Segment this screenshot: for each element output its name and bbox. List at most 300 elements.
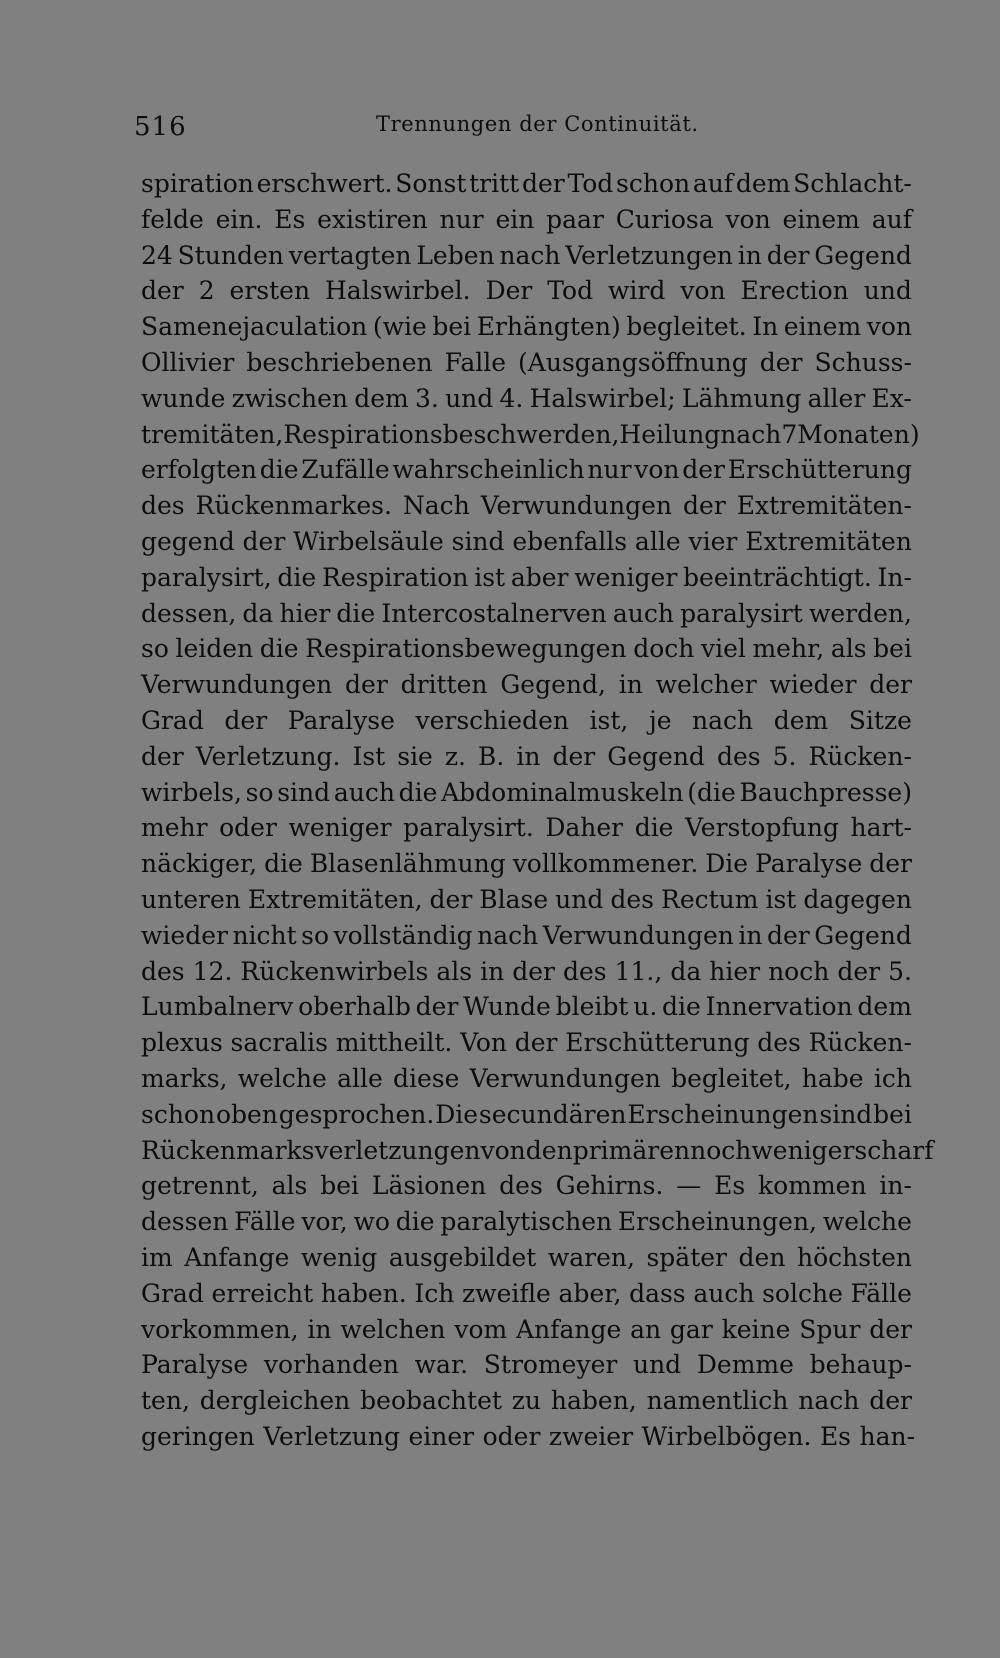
word: vor, bbox=[301, 1207, 348, 1237]
word: von bbox=[866, 312, 912, 342]
word: später bbox=[646, 1242, 727, 1272]
word: kommen bbox=[758, 1171, 867, 1201]
word: in bbox=[516, 741, 541, 771]
word: Monaten) bbox=[797, 419, 920, 449]
text-line bbox=[141, 1347, 912, 1383]
text-line bbox=[141, 560, 912, 596]
word: Läsionen bbox=[371, 1171, 487, 1201]
text-line bbox=[141, 417, 920, 453]
word: der bbox=[766, 920, 810, 950]
word: der bbox=[837, 956, 881, 986]
word: so bbox=[301, 920, 330, 950]
word: Rectum bbox=[661, 884, 759, 914]
word: Ex- bbox=[871, 383, 912, 413]
body-text bbox=[141, 166, 934, 1455]
word: der bbox=[869, 1314, 912, 1344]
word: zweier bbox=[548, 1421, 634, 1451]
word: getrennt, bbox=[141, 1171, 259, 1201]
word: vorkommen, bbox=[141, 1314, 299, 1344]
text-line bbox=[141, 667, 912, 703]
word: die bbox=[398, 777, 438, 807]
word: existiren bbox=[317, 204, 428, 234]
text-line bbox=[141, 954, 912, 990]
word: oberhalb bbox=[298, 992, 411, 1022]
text-line bbox=[141, 1133, 934, 1169]
word: 5. bbox=[888, 956, 912, 986]
text-line bbox=[141, 1061, 912, 1097]
word: je bbox=[648, 705, 672, 735]
word: geringen bbox=[141, 1421, 255, 1451]
word: tritt bbox=[469, 169, 520, 198]
word: tremitäten, bbox=[141, 419, 284, 449]
text-line bbox=[141, 524, 912, 560]
word: begleitet. bbox=[626, 312, 747, 342]
word: Tod bbox=[547, 276, 594, 306]
word: Respiration bbox=[321, 562, 469, 592]
word: den bbox=[525, 1135, 573, 1165]
word: dessen, bbox=[141, 598, 237, 628]
word: wieder bbox=[141, 920, 228, 950]
word: werden, bbox=[808, 598, 912, 628]
word: Blasenlähmung bbox=[309, 849, 506, 879]
word: beobachtet bbox=[360, 1386, 502, 1416]
word: Paralyse bbox=[755, 849, 863, 879]
word: Innervation bbox=[705, 992, 853, 1022]
word: keine bbox=[721, 1314, 791, 1344]
word: Rückenwirbels bbox=[240, 956, 429, 986]
word: als bbox=[830, 634, 867, 664]
word: des bbox=[562, 956, 607, 986]
word: Intercostalnerven bbox=[381, 598, 607, 628]
word: Von bbox=[460, 1028, 508, 1058]
word: in bbox=[307, 1314, 332, 1344]
word: Wirbelbögen. bbox=[641, 1421, 812, 1451]
word: auf bbox=[692, 169, 734, 198]
word: dritten bbox=[400, 670, 488, 700]
word: verschieden bbox=[415, 705, 569, 735]
word: Ist bbox=[352, 741, 386, 771]
word: Es bbox=[274, 204, 306, 234]
word: z. bbox=[444, 741, 466, 771]
word: der bbox=[683, 491, 726, 521]
text-line bbox=[141, 452, 912, 488]
word: Rücken- bbox=[808, 1028, 912, 1058]
page-number: 516 bbox=[134, 112, 187, 142]
word: der bbox=[429, 884, 473, 914]
word: in bbox=[480, 956, 505, 986]
word: da bbox=[242, 598, 274, 628]
text-line bbox=[141, 381, 912, 417]
word: im bbox=[141, 1242, 173, 1272]
word: Erection bbox=[740, 276, 849, 306]
word: ist bbox=[474, 562, 506, 592]
word: In bbox=[752, 312, 779, 342]
word: war. bbox=[414, 1350, 469, 1380]
text-line bbox=[141, 1312, 912, 1348]
word: ich bbox=[873, 1063, 912, 1093]
word: dem bbox=[857, 992, 912, 1022]
word: sie bbox=[397, 741, 433, 771]
text-line bbox=[141, 1383, 912, 1419]
word: Respirationsbewegungen bbox=[305, 634, 627, 664]
word: doch bbox=[633, 634, 695, 664]
word: Verwundungen bbox=[542, 920, 734, 950]
word: ausgebildet bbox=[388, 1242, 537, 1272]
word: Paralyse bbox=[287, 705, 395, 735]
word: waren, bbox=[547, 1242, 635, 1272]
word: ein. bbox=[215, 204, 263, 234]
word: der bbox=[552, 741, 596, 771]
running-title: Trennungen der Continuität. bbox=[376, 112, 699, 136]
word: paralysirt, bbox=[141, 562, 272, 592]
word: viel bbox=[700, 634, 746, 664]
word: Wunde bbox=[463, 992, 551, 1022]
word: weniger bbox=[751, 1135, 855, 1165]
word: nach bbox=[477, 920, 539, 950]
word: 12. bbox=[192, 956, 233, 986]
word: Erscheinungen, bbox=[617, 1207, 817, 1237]
word: — bbox=[676, 1171, 702, 1201]
word: Anfange bbox=[516, 1314, 622, 1344]
word: vom bbox=[454, 1314, 508, 1344]
word: vollständig bbox=[333, 920, 473, 950]
word: (die bbox=[687, 777, 736, 807]
word: 11., bbox=[614, 956, 663, 986]
word: aber, bbox=[558, 1278, 622, 1308]
word: sind bbox=[819, 1099, 873, 1129]
text-line bbox=[141, 273, 912, 309]
word: Gehirns. bbox=[555, 1171, 664, 1201]
word: scharf bbox=[854, 1135, 934, 1165]
word: namentlich bbox=[646, 1386, 789, 1416]
word: und bbox=[632, 1350, 682, 1380]
word: 24 bbox=[141, 240, 173, 270]
word: Zufälle bbox=[301, 455, 390, 485]
word: Gegend bbox=[814, 920, 912, 950]
word: der bbox=[759, 347, 803, 377]
word: vorhanden bbox=[263, 1350, 399, 1380]
word: die bbox=[662, 992, 701, 1022]
word: aber bbox=[510, 562, 569, 592]
word: Demme bbox=[696, 1350, 794, 1380]
word: oder bbox=[482, 1421, 541, 1451]
word: Leben bbox=[416, 240, 495, 270]
text-line bbox=[141, 989, 912, 1025]
text-line bbox=[141, 703, 912, 739]
word: Grad bbox=[141, 705, 204, 735]
word: ist bbox=[765, 884, 797, 914]
word: leiden bbox=[175, 634, 254, 664]
word: Bauchpresse) bbox=[739, 777, 912, 807]
word: Erscheinungen bbox=[627, 1099, 819, 1129]
word: wahrscheinlich bbox=[392, 455, 585, 485]
text-line bbox=[141, 846, 912, 882]
text-line bbox=[141, 238, 912, 274]
word: auf bbox=[871, 204, 912, 234]
word: der bbox=[415, 992, 459, 1022]
word: beeinträchtigt. bbox=[683, 562, 872, 592]
word: auch bbox=[333, 777, 395, 807]
word: die bbox=[277, 562, 317, 592]
word: von bbox=[634, 455, 680, 485]
word: mittheilt. bbox=[335, 1028, 453, 1058]
word: Stunden bbox=[177, 240, 284, 270]
word: Sitze bbox=[848, 705, 912, 735]
word: Ich bbox=[414, 1278, 455, 1308]
word: Verletzung. bbox=[195, 741, 341, 771]
word: (wie bbox=[372, 312, 427, 342]
word: ist, bbox=[589, 705, 629, 735]
word: (Ausgangsöffnung bbox=[518, 347, 748, 377]
word: nicht bbox=[232, 920, 297, 950]
word: Verwundungen bbox=[480, 491, 673, 521]
word: 5. bbox=[772, 741, 797, 771]
word: wo bbox=[353, 1207, 390, 1237]
word: Nach bbox=[402, 491, 470, 521]
word: solche bbox=[762, 1278, 843, 1308]
text-line bbox=[141, 775, 912, 811]
text-line bbox=[141, 1168, 912, 1204]
word: vollkommener. bbox=[512, 849, 699, 879]
word: Wirbelsäule bbox=[293, 526, 444, 556]
word: Curiosa bbox=[615, 204, 714, 234]
word: und bbox=[555, 884, 604, 914]
word: der bbox=[869, 1386, 912, 1416]
word: Schuss- bbox=[814, 347, 912, 377]
word: unteren bbox=[141, 884, 241, 914]
word: sacralis bbox=[230, 1028, 328, 1058]
text-line bbox=[141, 739, 912, 775]
word: Verletzungen bbox=[565, 240, 733, 270]
word: des bbox=[499, 1171, 543, 1201]
word: vertagten bbox=[288, 240, 412, 270]
word: von bbox=[680, 276, 726, 306]
word: erfolgten bbox=[141, 455, 257, 485]
text-line bbox=[141, 1204, 912, 1240]
word: des bbox=[716, 741, 761, 771]
word: Gegend bbox=[607, 741, 705, 771]
word: bei bbox=[873, 1099, 912, 1129]
word: der bbox=[512, 956, 555, 986]
word: nach bbox=[720, 419, 782, 449]
text-line bbox=[141, 882, 912, 918]
word: spiration bbox=[141, 169, 254, 198]
text-line bbox=[141, 1025, 912, 1061]
word: der bbox=[345, 670, 388, 700]
word: felde bbox=[141, 204, 204, 234]
text-line bbox=[141, 345, 912, 381]
word: zwischen bbox=[231, 383, 349, 413]
word: Fälle bbox=[234, 1207, 296, 1237]
word: gar bbox=[669, 1314, 713, 1344]
word: Verletzung bbox=[263, 1421, 400, 1451]
word: näckiger, bbox=[141, 849, 258, 879]
word: gegend bbox=[141, 526, 235, 556]
word: paralysirt bbox=[680, 598, 803, 628]
word: erschwert. bbox=[256, 169, 393, 198]
word: Gegend, bbox=[500, 670, 606, 700]
word: welche bbox=[822, 1207, 912, 1237]
word: zu bbox=[511, 1386, 542, 1416]
word: wird bbox=[608, 276, 666, 306]
word: die bbox=[634, 813, 674, 843]
word: die bbox=[395, 1207, 435, 1237]
word: Die bbox=[435, 1099, 479, 1129]
word: einem bbox=[782, 204, 860, 234]
text-line bbox=[141, 166, 912, 202]
text-line bbox=[141, 918, 912, 954]
word: die bbox=[336, 598, 376, 628]
word: den bbox=[738, 1242, 786, 1272]
word: Abdominalmuskeln bbox=[441, 777, 684, 807]
word: Gegend bbox=[814, 240, 912, 270]
word: Schlacht- bbox=[793, 169, 912, 198]
word: oben bbox=[215, 1099, 278, 1129]
word: der bbox=[141, 276, 184, 306]
word: 3. bbox=[414, 383, 439, 413]
word: aller bbox=[807, 383, 866, 413]
word: Stromeyer bbox=[483, 1350, 618, 1380]
word: der bbox=[224, 705, 268, 735]
word: 7 bbox=[781, 419, 798, 449]
word: Die bbox=[705, 849, 749, 879]
word: und bbox=[863, 276, 912, 306]
word: Halswirbel; bbox=[529, 383, 676, 413]
word: Erschütterung bbox=[565, 1028, 750, 1058]
word: ein bbox=[495, 204, 535, 234]
word: der bbox=[141, 741, 184, 771]
word: welcher bbox=[655, 670, 757, 700]
word: plexus bbox=[141, 1028, 223, 1058]
word: Es bbox=[819, 1421, 852, 1451]
word: von bbox=[725, 204, 771, 234]
word: auch bbox=[612, 598, 674, 628]
word: Erhängten) bbox=[476, 312, 621, 342]
word: Verwundungen bbox=[141, 670, 333, 700]
word: ersten bbox=[229, 276, 311, 306]
word: der bbox=[682, 455, 725, 485]
word: Heilung bbox=[619, 419, 721, 449]
word: noch bbox=[768, 956, 830, 986]
word: dem bbox=[354, 383, 409, 413]
word: schon bbox=[616, 169, 691, 198]
word: dem bbox=[773, 705, 829, 735]
text-line bbox=[141, 596, 912, 632]
word: dagegen bbox=[803, 884, 912, 914]
word: Der bbox=[485, 276, 533, 306]
word: die bbox=[259, 634, 299, 664]
word: 2 bbox=[198, 276, 215, 306]
word: ten, bbox=[141, 1386, 190, 1416]
word: dem bbox=[735, 169, 791, 198]
word: von bbox=[480, 1135, 526, 1165]
word: begleitet, bbox=[671, 1063, 792, 1093]
word: ebenfalls bbox=[512, 526, 628, 556]
word: oder bbox=[219, 813, 277, 843]
word: die bbox=[264, 849, 303, 879]
word: in bbox=[738, 920, 763, 950]
word: wunde bbox=[141, 383, 226, 413]
word: u. bbox=[633, 992, 658, 1022]
word: weniger bbox=[288, 813, 392, 843]
word: der bbox=[521, 169, 565, 198]
word: Halswirbel. bbox=[325, 276, 471, 306]
word: Extremitäten- bbox=[736, 491, 912, 521]
word: welchen bbox=[340, 1314, 446, 1344]
word: Anfange bbox=[184, 1242, 290, 1272]
word: mehr, bbox=[752, 634, 825, 664]
word: Lumbalnerv bbox=[141, 992, 294, 1022]
word: alle bbox=[337, 1063, 383, 1093]
word: primären bbox=[572, 1135, 691, 1165]
word: dessen bbox=[141, 1207, 229, 1237]
word: sind bbox=[277, 777, 331, 807]
word: in bbox=[618, 670, 643, 700]
word: so bbox=[141, 634, 169, 664]
word: so bbox=[245, 777, 274, 807]
word: secundären bbox=[478, 1099, 627, 1129]
word: höchsten bbox=[796, 1242, 912, 1272]
word: hier bbox=[279, 598, 331, 628]
word: bei bbox=[320, 1171, 360, 1201]
word: des bbox=[610, 884, 655, 914]
word: der bbox=[869, 670, 912, 700]
word: Spur bbox=[799, 1314, 861, 1344]
word: Falle bbox=[444, 347, 507, 377]
word: bei bbox=[432, 312, 472, 342]
word: an bbox=[630, 1314, 662, 1344]
word: Ollivier bbox=[141, 347, 235, 377]
word: schon bbox=[141, 1099, 216, 1129]
word: gesprochen. bbox=[278, 1099, 435, 1129]
word: haben. bbox=[320, 1278, 407, 1308]
word: nach bbox=[499, 240, 561, 270]
word: In- bbox=[877, 562, 912, 592]
word: auch bbox=[693, 1278, 755, 1308]
text-line bbox=[141, 631, 912, 667]
text-line bbox=[141, 309, 912, 345]
word: bei bbox=[873, 634, 912, 664]
word: haben, bbox=[550, 1386, 637, 1416]
word: Samenejaculation bbox=[141, 312, 368, 342]
word: sind bbox=[451, 526, 505, 556]
word: marks, bbox=[141, 1063, 228, 1093]
word: dass bbox=[629, 1278, 686, 1308]
word: erreicht bbox=[211, 1278, 314, 1308]
word: Extremitäten, bbox=[247, 884, 423, 914]
word: wenig bbox=[300, 1242, 378, 1272]
word: der bbox=[869, 849, 912, 879]
word: han- bbox=[859, 1421, 916, 1451]
word: da bbox=[670, 956, 702, 986]
word: beschriebenen bbox=[246, 347, 433, 377]
word: Sonst bbox=[395, 169, 467, 198]
word: in- bbox=[879, 1171, 912, 1201]
word: 4. bbox=[499, 383, 524, 413]
word: Es bbox=[714, 1171, 746, 1201]
word: weniger bbox=[574, 562, 678, 592]
word: Fälle bbox=[850, 1278, 912, 1308]
word: Tod bbox=[567, 169, 614, 198]
word: Respirationsbeschwerden, bbox=[283, 419, 620, 449]
text-line bbox=[141, 1240, 912, 1276]
word: und bbox=[445, 383, 494, 413]
word: welche bbox=[237, 1063, 327, 1093]
text-line bbox=[141, 810, 912, 846]
word: nur bbox=[587, 455, 632, 485]
text-line bbox=[141, 1419, 916, 1455]
text-line bbox=[141, 488, 912, 524]
